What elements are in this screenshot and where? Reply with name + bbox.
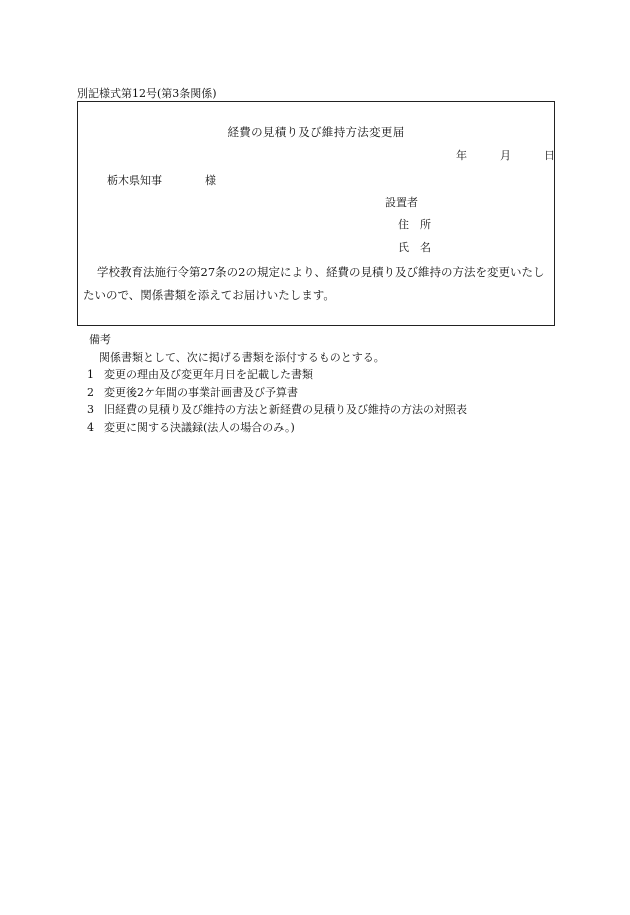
notes-section: [77, 331, 547, 436]
notes-item: [77, 366, 547, 384]
notes-item-number: 3: [87, 403, 94, 416]
notes-item-text: 旧経費の見積り及び維持の方法と新経費の見積り及び維持の方法の対照表: [104, 403, 467, 416]
form-body-text: 学校教育法施行令第27条の2の規定により、経費の見積り及び維持の方法を変更いたしたいので、関係書類を添えてお届けいたします。: [83, 265, 545, 302]
notes-item-text: 変更に関する決議録(法人の場合のみ。): [104, 420, 295, 434]
date-day-label: 日: [544, 149, 555, 162]
notes-item-text: 変更の理由及び変更年月日を記載した書類: [104, 368, 313, 381]
date-month-label: 月: [500, 149, 511, 162]
name-label: 氏 名: [398, 241, 431, 254]
notes-item-number: 4: [87, 420, 94, 434]
notes-item-number: 1: [87, 368, 94, 381]
honorific: 様: [205, 174, 216, 187]
addressee-line: [107, 172, 216, 188]
notes-item: [77, 384, 547, 402]
notes-heading: 備考: [89, 333, 111, 346]
date-year-label: 年: [456, 149, 467, 162]
form-title: 経費の見積り及び維持方法変更届: [227, 125, 405, 139]
form-number-label: 別記様式第12号(第3条関係): [77, 87, 217, 100]
notes-item: [77, 401, 547, 419]
notification-form-box: [77, 101, 555, 326]
installer-label: 設置者: [385, 196, 418, 209]
notes-item: [77, 419, 547, 437]
notes-intro: 関係書類として、次に掲げる書類を添付するものとする。: [99, 350, 385, 364]
notes-item-text: 変更後2ケ年間の事業計画書及び予算書: [104, 385, 298, 399]
notes-item-number: 2: [87, 385, 94, 399]
addressee-name: 栃木県知事: [107, 174, 162, 187]
date-line: [456, 147, 555, 163]
address-label: 住 所: [398, 218, 431, 231]
